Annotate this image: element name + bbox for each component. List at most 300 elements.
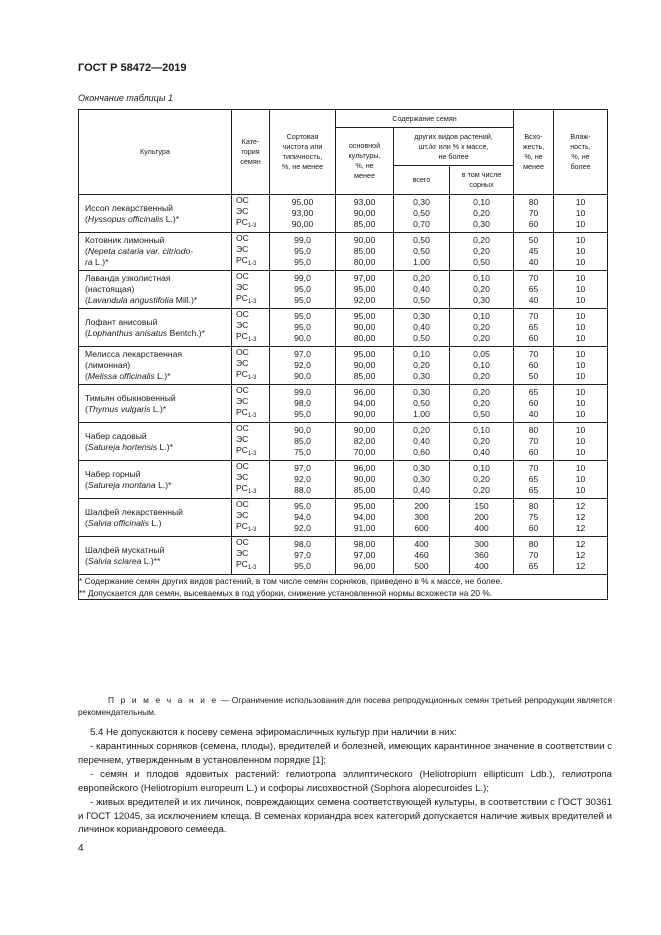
value: 90,00 (353, 409, 376, 419)
value: 65 (528, 284, 539, 294)
category-cell (232, 461, 270, 499)
paragraph-quarantine: - карантинных сорняков (семена, плоды), вредителей и болезней, имеющих карантинное значение в соответствии с перечнем, утвержденным в установленном порядке [1]; (78, 741, 612, 766)
value: 75,0 (294, 447, 311, 457)
value: 10 (575, 463, 586, 473)
main-crop-cell (336, 537, 394, 575)
crop-name-line: (Nepeta cataria var. citriodo- (85, 246, 194, 256)
value: 90,00 (353, 322, 376, 332)
germination-cell (514, 537, 554, 575)
category-base: РС (236, 445, 248, 455)
value: 70 (528, 311, 539, 321)
category-label: ЭС (236, 282, 249, 292)
category-label: ЭС (236, 510, 249, 520)
value: 0,10 (473, 463, 490, 473)
category-base: РС (236, 217, 248, 227)
value: 82,00 (353, 436, 376, 446)
weeds-cell (450, 461, 514, 499)
crop-name-line: (настоящая) (85, 284, 135, 294)
value: 10 (575, 371, 586, 381)
total-cell (394, 271, 450, 309)
value: 0,30 (413, 387, 430, 397)
value: 0,20 (473, 322, 490, 332)
total-cell (394, 499, 450, 537)
main-crop-cell (336, 499, 394, 537)
value: 92,0 (294, 523, 311, 533)
category-cell (232, 233, 270, 271)
value: 95,0 (294, 501, 311, 511)
category-label: ЭС (236, 548, 249, 558)
value: 98,0 (294, 539, 311, 549)
category-label: ЭС (236, 320, 249, 330)
weeds-cell (450, 423, 514, 461)
category-label: ЭС (236, 472, 249, 482)
moisture-cell (554, 461, 608, 499)
crop-name-cell (79, 537, 232, 575)
value: 65 (528, 474, 539, 484)
value: 95,00 (353, 311, 376, 321)
weeds-cell (450, 195, 514, 233)
crop-name-cell (79, 233, 232, 271)
value: 80 (528, 501, 539, 511)
value: 200 (414, 501, 429, 511)
category-label: ОС (236, 347, 249, 357)
value: 0,30 (413, 474, 430, 484)
crop-name-cell (79, 461, 232, 499)
value: 360 (474, 550, 489, 560)
value: 65 (528, 485, 539, 495)
moisture-cell (554, 233, 608, 271)
value: 0,20 (473, 398, 490, 408)
category-subscript: 1-3 (247, 337, 257, 343)
value: 0,50 (473, 409, 490, 419)
value: 0,50 (413, 235, 430, 245)
value: 70 (528, 436, 539, 446)
value: 0,20 (473, 474, 490, 484)
value: 150 (474, 501, 489, 511)
crop-name-line: Чабер садовый (85, 430, 147, 441)
value: 40 (528, 295, 539, 305)
moisture-cell (554, 499, 608, 537)
category-cell (232, 537, 270, 575)
category-label (236, 217, 269, 232)
crop-name-line: (Thymus vulgaris L.)* (85, 403, 167, 414)
value: 70 (528, 273, 539, 283)
table-row (79, 537, 608, 575)
purity-cell (270, 309, 336, 347)
crop-name-cell (79, 423, 232, 461)
value: 70 (528, 349, 539, 359)
value: 88,0 (294, 485, 311, 495)
main-crop-cell (336, 309, 394, 347)
header-total: всего (394, 166, 450, 195)
value: 94,00 (353, 512, 376, 522)
value: 0,30 (413, 197, 430, 207)
category-base: РС (236, 559, 248, 569)
crop-name-line: Тимьян обыкновенный (85, 392, 176, 403)
value: 0,20 (413, 273, 430, 283)
value: 10 (575, 425, 586, 435)
value: 60 (528, 523, 539, 533)
category-label: ОС (236, 271, 249, 281)
category-label: ОС (236, 195, 249, 205)
value: 0,20 (473, 371, 490, 381)
crop-name-line: (Salvia officinalis L.) (85, 517, 162, 528)
germination-cell (514, 423, 554, 461)
table-row (79, 499, 608, 537)
crop-name-line: Шалфей лекарственный (85, 506, 183, 517)
category-label: ЭС (236, 358, 249, 368)
value: 10 (575, 257, 586, 267)
category-label (236, 331, 269, 346)
value: 95,00 (353, 501, 376, 511)
category-label: ОС (236, 385, 249, 395)
purity-cell (270, 385, 336, 423)
paragraph-poisonous: - семян и плодов ядовитых растений: гелиотропа эллиптического (Heliotropium ellipticum Ldb.), гелиотропа европейского (Heliotropium europeum L.) и софоры лисохвостной (Sophora alopecuroides L.); (78, 769, 612, 794)
value: 92,0 (294, 474, 311, 484)
crop-name-cell (79, 385, 232, 423)
value: 98,0 (294, 398, 311, 408)
value: 10 (575, 197, 586, 207)
crop-name-line: (Satureja hortensis L.)* (85, 441, 173, 452)
crop-name-cell (79, 309, 232, 347)
value: 90,0 (294, 333, 311, 343)
value: 90,0 (294, 371, 311, 381)
value: 10 (575, 219, 586, 229)
table-row (79, 347, 608, 385)
category-base: РС (236, 255, 248, 265)
value: 10 (575, 284, 586, 294)
value: 0,10 (473, 273, 490, 283)
value: 400 (474, 561, 489, 571)
value: 60 (528, 398, 539, 408)
value: 99,0 (294, 235, 311, 245)
germination-cell (514, 385, 554, 423)
value: 60 (528, 360, 539, 370)
value: 40 (528, 409, 539, 419)
value: 80,00 (353, 257, 376, 267)
header-weeds: в том числе сорных (450, 166, 514, 195)
value: 95,0 (294, 561, 311, 571)
table-row (79, 461, 608, 499)
value: 97,00 (353, 550, 376, 560)
footnote: * Содержание семян других видов растений, в том числе семян сорняков, приведено в % к массе, не более. (79, 576, 503, 586)
value: 97,0 (294, 349, 311, 359)
weeds-cell (450, 233, 514, 271)
crop-name-cell (79, 195, 232, 233)
category-subscript: 1-3 (247, 261, 257, 267)
value: 0,50 (473, 257, 490, 267)
header-other-species: других видов растений, шт./кг или % к массе, не более (394, 128, 514, 166)
value: 0,40 (413, 284, 430, 294)
value: 96,00 (353, 561, 376, 571)
moisture-cell (554, 195, 608, 233)
category-subscript: 1-3 (247, 451, 257, 457)
category-subscript: 1-3 (247, 223, 257, 229)
category-label (236, 445, 269, 460)
value: 60 (528, 447, 539, 457)
value: 0,20 (473, 284, 490, 294)
crop-name-line: (Salvia sclarea L.)** (85, 555, 161, 566)
value: 95,0 (294, 322, 311, 332)
value: 10 (575, 311, 586, 321)
germination-cell (514, 461, 554, 499)
value: 85,00 (353, 246, 376, 256)
header-moisture: Влаж- ность, %, не более (554, 110, 608, 195)
moisture-cell (554, 423, 608, 461)
value: 95,0 (294, 246, 311, 256)
moisture-cell (554, 385, 608, 423)
crop-name-cell (79, 347, 232, 385)
value: 10 (575, 246, 586, 256)
category-label (236, 369, 269, 384)
germination-cell (514, 309, 554, 347)
category-label: ОС (236, 499, 249, 509)
value: 80 (528, 197, 539, 207)
crop-name-cell (79, 271, 232, 309)
value: 400 (414, 539, 429, 549)
value: 0,05 (473, 349, 490, 359)
category-cell (232, 195, 270, 233)
value: 85,00 (353, 485, 376, 495)
value: 10 (575, 485, 586, 495)
value: 460 (414, 550, 429, 560)
header-category: Кате- гория семян (232, 110, 270, 195)
main-crop-cell (336, 233, 394, 271)
value: 50 (528, 371, 539, 381)
category-label: ОС (236, 423, 249, 433)
value: 12 (575, 523, 586, 533)
value: 95,0 (294, 257, 311, 267)
crop-name-line: (лимонная) (85, 360, 131, 370)
value: 65 (528, 322, 539, 332)
category-cell (232, 499, 270, 537)
value: 1,00 (413, 257, 430, 267)
value: 85,0 (294, 436, 311, 446)
value: 0,50 (413, 208, 430, 218)
value: 12 (575, 501, 586, 511)
table-row (79, 309, 608, 347)
value: 70 (528, 550, 539, 560)
total-cell (394, 461, 450, 499)
total-cell (394, 537, 450, 575)
value: 91,00 (353, 523, 376, 533)
value: 0,50 (413, 295, 430, 305)
value: 60 (528, 333, 539, 343)
crop-name-line: Шалфей мускатный (85, 544, 165, 555)
table-row (79, 385, 608, 423)
category-label: ОС (236, 233, 249, 243)
moisture-cell (554, 537, 608, 575)
value: 95,0 (294, 284, 311, 294)
category-label: ЭС (236, 434, 249, 444)
footnote: ** Допускается для семян, высеваемых в год уборки, снижение установленной нормы всхожести на 20 %. (79, 588, 493, 598)
weeds-cell (450, 309, 514, 347)
purity-cell (270, 461, 336, 499)
category-label (236, 293, 269, 308)
total-cell (394, 195, 450, 233)
value: 90,00 (353, 360, 376, 370)
value: 70 (528, 208, 539, 218)
category-cell (232, 347, 270, 385)
total-cell (394, 347, 450, 385)
value: 99,0 (294, 387, 311, 397)
value: 0,30 (413, 311, 430, 321)
category-base: РС (236, 407, 248, 417)
crop-name-line: Мелисса лекарственная (85, 349, 183, 359)
total-cell (394, 385, 450, 423)
value: 70 (528, 463, 539, 473)
value: 12 (575, 512, 586, 522)
category-subscript: 1-3 (247, 527, 257, 533)
value: 10 (575, 235, 586, 245)
value: 0,10 (473, 311, 490, 321)
category-base: РС (236, 293, 248, 303)
value: 10 (575, 436, 586, 446)
table-row (79, 195, 608, 233)
value: 400 (474, 523, 489, 533)
category-label (236, 559, 269, 574)
value: 12 (575, 550, 586, 560)
crop-name-line: (Satureja montana L.)* (85, 479, 172, 490)
crop-name-line: ra L.)* (85, 257, 109, 267)
value: 92,00 (353, 295, 376, 305)
category-base: РС (236, 331, 248, 341)
value: 93,00 (353, 197, 376, 207)
value: 95,0 (294, 409, 311, 419)
value: 95,0 (294, 311, 311, 321)
value: 0,20 (473, 235, 490, 245)
category-base: РС (236, 483, 248, 493)
category-label: ЭС (236, 206, 249, 216)
purity-cell (270, 423, 336, 461)
table-row (79, 423, 608, 461)
main-crop-cell (336, 423, 394, 461)
category-label (236, 521, 269, 536)
value: 10 (575, 360, 586, 370)
category-label: ОС (236, 537, 249, 547)
value: 80 (528, 539, 539, 549)
value: 0,20 (413, 425, 430, 435)
value: 0,40 (413, 485, 430, 495)
value: 0,40 (413, 436, 430, 446)
value: 96,00 (353, 463, 376, 473)
value: 90,00 (353, 235, 376, 245)
value: 0,20 (473, 436, 490, 446)
value: 90,00 (353, 208, 376, 218)
purity-cell (270, 195, 336, 233)
main-crop-cell (336, 271, 394, 309)
crop-name-line: (Hyssopus officinalis L.)* (85, 213, 180, 224)
value: 10 (575, 409, 586, 419)
value: 94,0 (294, 512, 311, 522)
category-label (236, 407, 269, 422)
value: 0,30 (473, 219, 490, 229)
germination-cell (514, 499, 554, 537)
seed-quality-table (78, 109, 608, 600)
value: 93,00 (291, 208, 314, 218)
value: 0,20 (413, 360, 430, 370)
value: 10 (575, 333, 586, 343)
purity-cell (270, 499, 336, 537)
category-base: РС (236, 521, 248, 531)
weeds-cell (450, 271, 514, 309)
footnote-row (79, 575, 608, 600)
category-cell (232, 423, 270, 461)
category-label: ОС (236, 461, 249, 471)
value: 0,40 (413, 322, 430, 332)
paragraph-pests: - живых вредителей и их личинок, повреждающих семена соответствующей культуры, в соответствии с ГОСТ 30361 и ГОСТ 12045, за исключением клеща. В семенах кориандра всех категорий допускается наличие живых вредителей и личинок кориандрового семееда. (78, 797, 612, 835)
table-note (78, 694, 612, 718)
paragraph-5-4: 5.4 Не допускаются к посеву семена эфиромасличных культур при наличии в них: (90, 727, 457, 738)
value: 0,20 (473, 387, 490, 397)
value: 0,20 (473, 485, 490, 495)
purity-cell (270, 233, 336, 271)
weeds-cell (450, 385, 514, 423)
value: 65 (528, 387, 539, 397)
value: 10 (575, 208, 586, 218)
total-cell (394, 423, 450, 461)
purity-cell (270, 271, 336, 309)
value: 90,00 (353, 425, 376, 435)
standard-id: ГОСТ Р 58472—2019 (78, 62, 187, 74)
category-cell (232, 309, 270, 347)
header-germination: Всхо- жесть, %, не менее (514, 110, 554, 195)
weeds-cell (450, 537, 514, 575)
value: 95,00 (353, 349, 376, 359)
value: 0,10 (473, 425, 490, 435)
value: 1,00 (413, 409, 430, 419)
germination-cell (514, 271, 554, 309)
table-row (79, 233, 608, 271)
value: 0,30 (413, 371, 430, 381)
value: 300 (414, 512, 429, 522)
crop-name-line: (Lavandula angustifolia Mill.)* (85, 295, 198, 305)
main-crop-cell (336, 195, 394, 233)
main-crop-cell (336, 385, 394, 423)
header-crop: Культура (79, 110, 232, 195)
value: 10 (575, 349, 586, 359)
value: 0,70 (413, 219, 430, 229)
value: 10 (575, 447, 586, 457)
table-row (79, 271, 608, 309)
value: 300 (474, 539, 489, 549)
value: 95,00 (353, 284, 376, 294)
moisture-cell (554, 347, 608, 385)
value: 65 (528, 561, 539, 571)
value: 96,00 (353, 387, 376, 397)
value: 45 (528, 246, 539, 256)
crop-name-line: (Lophanthus anisatus Bentch.)* (85, 327, 205, 338)
value: 600 (414, 523, 429, 533)
value: 10 (575, 474, 586, 484)
header-main-crop: основной культуры, %, не менее (336, 128, 394, 195)
weeds-cell (450, 347, 514, 385)
value: 99,0 (294, 273, 311, 283)
value: 92,0 (294, 360, 311, 370)
crop-name-cell (79, 499, 232, 537)
category-cell (232, 271, 270, 309)
value: 40 (528, 257, 539, 267)
note-text: — Ограничение использования для посева репродукционных семян третьей репродукции является рекомендательным. (78, 695, 612, 717)
value: 0,30 (413, 463, 430, 473)
value: 0,50 (413, 333, 430, 343)
value: 0,50 (413, 398, 430, 408)
weeds-cell (450, 499, 514, 537)
value: 50 (528, 235, 539, 245)
header-purity: Сортовая чистота или типичность, %, не менее (270, 110, 336, 195)
value: 90,00 (353, 474, 376, 484)
table-caption: Окончание таблицы 1 (78, 93, 173, 103)
